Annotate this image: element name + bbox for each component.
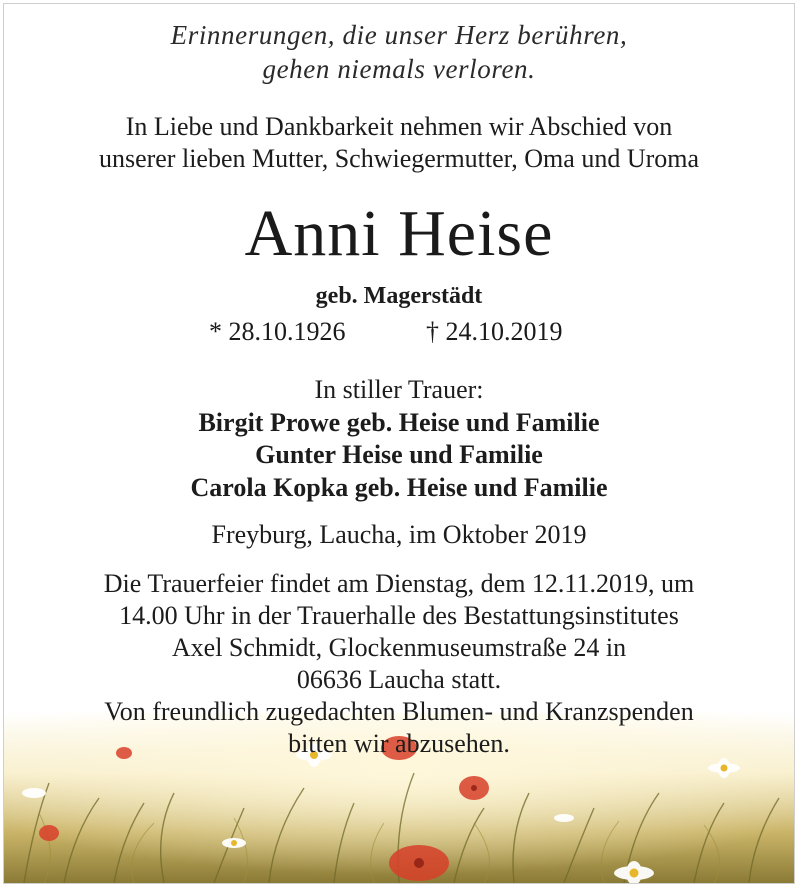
service-line-1: Die Trauerfeier findet am Dienstag, dem 12.11.2019, um: [103, 569, 695, 598]
motto-line-2: gehen niemals verloren.: [262, 54, 536, 84]
mourner-2: Gunter Heise und Familie: [255, 440, 543, 469]
mourner-1: Birgit Prowe geb. Heise und Familie: [198, 408, 600, 437]
service-line-2: 14.00 Uhr in der Trauerhalle des Bestattungsinstitutes: [119, 601, 679, 630]
obituary-notice: [3, 3, 795, 884]
birth-date: * 28.10.1926: [209, 317, 346, 346]
intro-line-2: unserer lieben Mutter, Schwiegermutter, Oma und Uroma: [98, 144, 700, 173]
maiden-name: geb. Magerstädt: [315, 283, 483, 309]
service-line-6: bitten wir abzusehen.: [288, 729, 510, 758]
service-line-4: 06636 Laucha statt.: [296, 665, 502, 694]
death-date: † 24.10.2019: [426, 317, 563, 346]
service-line-5: Von freundlich zugedachten Blumen- und Kranzspenden: [104, 697, 694, 726]
intro-line-1: In Liebe und Dankbarkeit nehmen wir Abschied von: [125, 112, 673, 141]
service-line-3: Axel Schmidt, Glockenmuseumstraße 24 in: [171, 633, 627, 662]
motto-line-1: Erinnerungen, die unser Herz berühren,: [170, 20, 628, 50]
deceased-name: Anni Heise: [244, 197, 554, 270]
mourner-3: Carola Kopka geb. Heise und Familie: [190, 473, 608, 502]
place-date: Freyburg, Laucha, im Oktober 2019: [211, 520, 587, 549]
mourners-heading: In stiller Trauer:: [314, 375, 484, 404]
